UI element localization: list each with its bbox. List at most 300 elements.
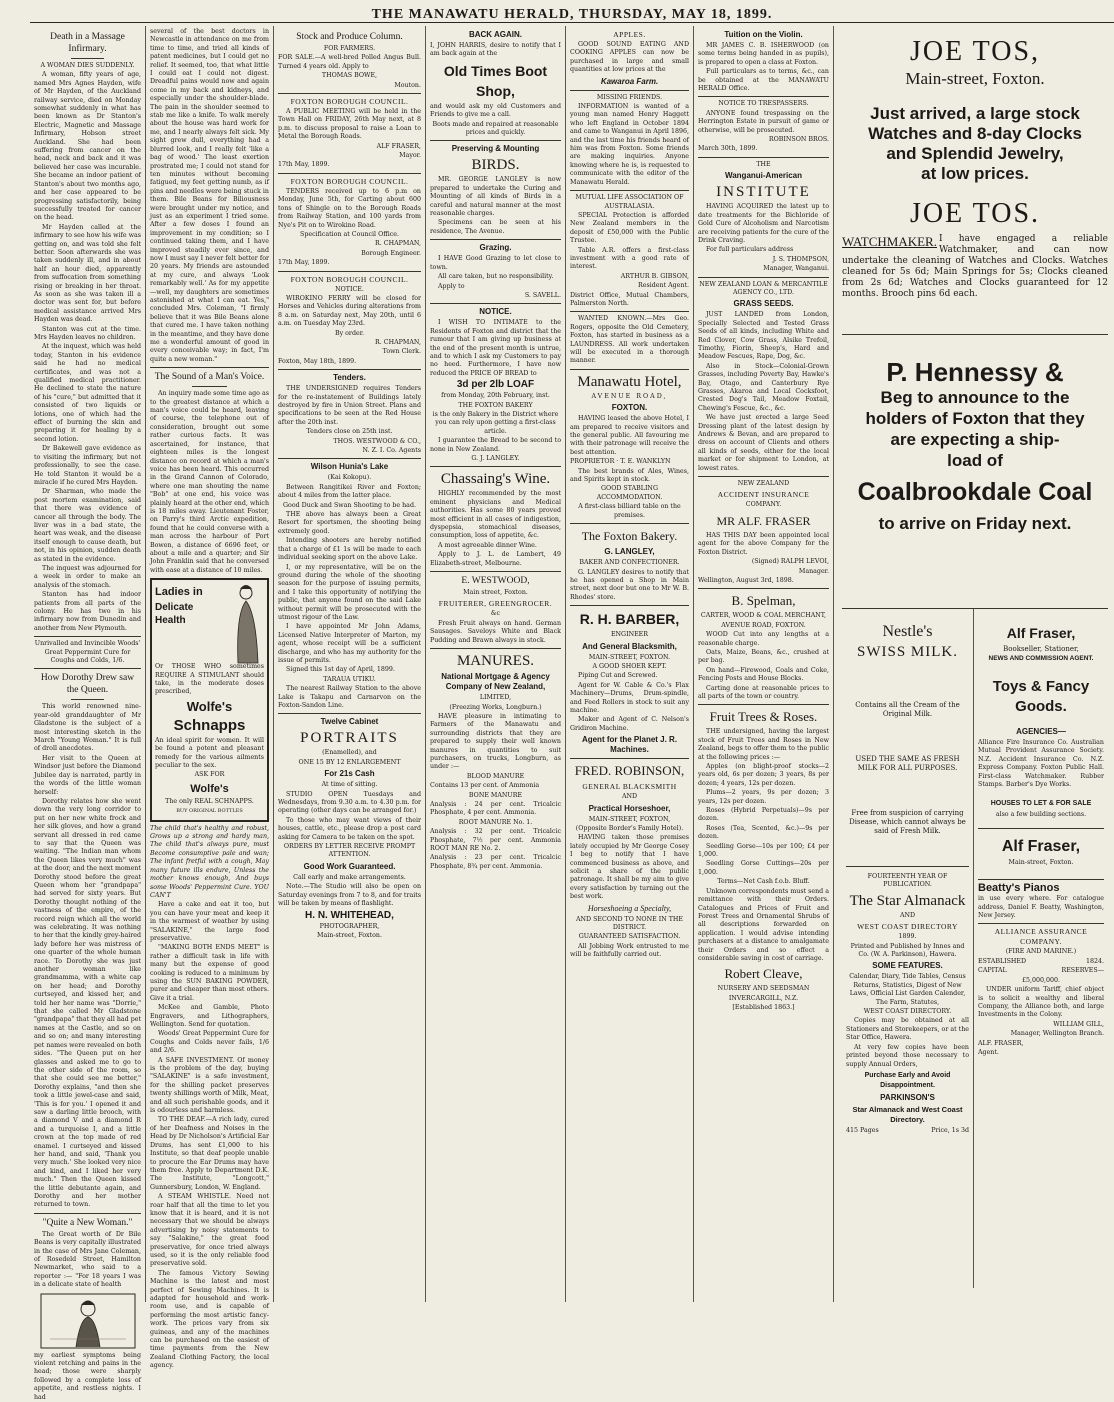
hennessy-line: Beg to announce to the (880, 388, 1070, 407)
joe-tos-title-2: JOE TOS. (909, 198, 1041, 229)
ad-title-health: Delicate Health (155, 602, 194, 627)
photographer-name: H. N. WHITEHEAD, (305, 909, 394, 921)
back-again-title: BACK AGAIN. (468, 30, 523, 39)
spelman-title: B. Spelman, (731, 593, 796, 609)
date: March 30th, 1899. (698, 145, 758, 153)
poem: The child that's healthy and robust, Grows up a strong and hardy man, The child that's always pure, must Become consumptive pale and wan; The infant fretful with a cough, May many future ills endure, Unless the mother knows enough, And buys some Woods' Peppermint Cure. YOU CAN'T (150, 824, 269, 899)
planet-agent: Agent for the Planet J. R. Machines. (581, 735, 678, 755)
ad-text: The nearest Railway Station to the above Lake is Takapu and Carnarvon on the Foxton-Sandon Line. (278, 685, 421, 709)
ad-text: I WISH TO INTIMATE to the Residents of Foxton and district that the rumour that I am giving up business at the end of the present month is untrue, and to which I ask my Customers to pay no heed. Furthermore, I have now reduced the PRICE OF BREAD to (430, 319, 561, 377)
article-paragraph: At the inquest, which was held today, Stanton in his evidence said he had no medical certificates, and was not a qualified medical practitioner. He declined to state the nature of his "cure," but admitted that it consisted of two liquids or lotions, one of which had the effect of burning the skin and preparing it for healing by a second lotion. (34, 343, 141, 443)
voice-title: The Sound of a Man's Voice. (154, 372, 265, 383)
ad-text: To those who may want views of their houses, cattle, etc., please drop a post card asking for Camera to be taken on the spot. (278, 816, 421, 841)
ad-text: NEWS AND COMMISSION AGENT. (988, 655, 1094, 662)
ad-text: NURSERY AND SEEDSMAN (717, 985, 810, 993)
signature: R. CHAPMAN, (375, 338, 421, 346)
signature: Mayor. (399, 152, 421, 160)
ad-text: HAVING taken those premises lately occupied by Mr George Cosey I beg to notify that I have commenced business as above, and solicit a share of the public patronage. It shall be my aim to give every satisfaction by turning out the best work. (570, 834, 689, 901)
ad-text: BONE MANURE (468, 791, 523, 799)
agencies-list: Alliance Fire Insurance Co. Australian Mutual Provident Assurance Society. N.Z. Accident Insurance Co. N.Z. Express Company. Foxton Public Hall. First-class Watchmaker. Rubber Stamps. Barber's Dye Works. (978, 739, 1104, 789)
ad-text: AND SECOND TO NONE IN THE DISTRICT. (576, 915, 683, 932)
joe-tos-line: Just arrived, a large stock (870, 104, 1080, 123)
stock-subtitle: FOR FARMERS. (323, 45, 376, 52)
ad-text: INFORMATION is wanted of a young man named Henry Haggett who left England in October 1894 and came to Wanganui in April 1896, and the last time his friends heard of him was from Foxton. Some friends are making inquiries. Anyone knowing where he is, is requested to communicate with the editor of the Manawatu Herald. (570, 103, 689, 186)
article-paragraph: Mr Hayden called at the infirmary to see how his wife was getting on, and was told she felt better. Soon afterwards she was taken suddenly ill, and in about half an hour died, apparently from suffocation from something rising or breaking in her throat. As soon as she was taken ill a doctor was sent for, but before medical assistance arrived Mrs Hayden was dead. (34, 223, 141, 324)
article-paragraph: Dr Sharman, who made the post mortem examination, said that there was evidence of cancer all through the body. The liver was in a bad state, the heart was weak, and the disease itself enough to cause death, but not, in his opinion, sudden death as stated in the evidence. (34, 488, 141, 563)
toys-fancy-goods: Toys & Fancy Goods. (992, 678, 1090, 715)
ad-text: Copies may be obtained at all Stationers and Storekeepers, or at the Star Office, Hawera. (846, 1017, 969, 1042)
ad-text: HAS THIS DAY been appointed local agent for the above Company for the Foxton District. (698, 531, 829, 556)
ad-text: The only REAL SCHNAPPS. (165, 797, 254, 805)
ad-text: Purchase Early and Avoid Disappointment. (864, 1071, 951, 1089)
article-paragraph: The inquest was adjourned for a week in order to make an analysis of the stomach. (34, 564, 141, 589)
article-paragraph: The Great worth of Dr Bile Beans is very capitally illustrated in the case of Mrs Jane Coleman, of Rosedeld Street, Hamilton Newmarket, who said to a reporter :— "For 18 years I was in a delicate state of health (34, 1230, 141, 1289)
signature: Manager, Wanganui. (763, 265, 829, 273)
ad-text: PROPRIETOR · T. E. WANKLYN (570, 458, 671, 466)
article-paragraph: A woman, fifty years of age, named Mrs Agnes Hayden, wife of Mr Hayden, of the Auckland railway service, died on Monday somewhat suddenly in what has been known as Dr Stanton's Electric, Magnetic and Massage Infirmary, Hobson street Auckland. She had been suffering from cancer on the head, neck and back and it was believed her case was incurable. She became an indoor patient of Stanton's about two months ago, and her case appeared to be progressing satisfactorily, being successfully treated for cancer on the head. (34, 71, 141, 222)
ad-text: STUDIO OPEN Tuesdays and Wednesdays, from 9.30 a.m. to 4.30 p.m. for operating (other days can be arranged for.) (278, 790, 421, 815)
star-pages: 415 Pages (846, 1126, 879, 1134)
ad-text: ORDERS BY LETTER RECEIVE PROMPT ATTENTION. (283, 843, 416, 859)
ad-text: A first-class billiard table on the premises. (578, 503, 681, 519)
alf-fraser-title: Alf Fraser, (1006, 625, 1076, 641)
lady-illustration (224, 583, 264, 663)
ad-text: WANTED KNOWN.—Mrs Geo. Rogers, opposite the Old Cemetery, Foxton, has started in business as a LAUNDRESS. All work undertaken will be executed in a thorough manner. (570, 315, 689, 365)
kawaroa-farm: Kawaroa Farm. (600, 76, 659, 86)
ad-text: BUY ORIGINAL BOTTLES (176, 808, 243, 815)
column-4 (426, 26, 566, 1302)
ad-text: BLOOD MANURE (466, 772, 525, 780)
article-paragraph: Dorothy relates how she went down the very long corridor to put on her new white frock and her silk gloves, and how a grand servant all dressed in red came to say that the Queen was waiting. "The Indian man whom the Queen likes very much" was at the door, and the next moment Dorothy stood before the great Queen whom her "grandpapa" had served for sixty years. But Dorothy thought nothing of the vastness of the empire, of the record reign which all the world was celebrating. It was nothing to her that the kindly grey-haired lady before her was mistress of one quarter of the whole human race. To Dorothy she was just another woman like grandmamma, with a white cap on her head; and Dorothy curtseyed, and kissed her, and told her her name was "Dorrie," that she called Mr Gladstone "grandpapa" that they all had pet names at the Castle, and so on and so on; and many interesting pet names were revealed on both sides. "The Queen put on her glasses and asked me to go to the other side of the room, so that she could see me better," Dorothy explains, "and then she took a little jewel-case and said, 'This is for you.' I opened it and saw a darling little brooch, with a diamond V and a diamond R and a turquoise I, and a little crown at the top made of red enamel. I curtseyed and kissed her hand, and said, 'Thank you very much.' She looked very nice and kind, and I liked her very much." Then the Queen kissed the little debutante again, and Dorothy and her mother returned to town. (34, 797, 141, 1209)
signature: (Signed) RALPH LEVOI, (751, 558, 829, 566)
ad-text: CAPITAL (978, 967, 1007, 975)
ad-text: BAKER AND CONFECTIONER. (579, 559, 680, 567)
ad-text: also a few building sections. (995, 811, 1087, 819)
hotel-title: Manawatu Hotel, (577, 373, 682, 390)
ad-text: (Freezing Works, Longburn.) (449, 703, 542, 711)
signature: ARTHUR B. GIBSON, (620, 272, 689, 280)
ad-text: MAIN-STREET, FOXTON. (588, 653, 671, 661)
ad-text: On hand—Firewood, Coals and Coke, Fencing Posts and House Blocks. (698, 666, 829, 683)
ad-text: and would ask my old Customers and Friends to give me a call. (430, 102, 561, 119)
ad-text: HAVING leased the above Hotel, I am prepared to receive visitors and the general public. All favouring me with their patronage will receive the best attention. (570, 415, 689, 456)
ad-text: GOOD SOUND EATING AND COOKING APPLES can now be purchased in large and small quantities at low prices at the (570, 41, 689, 74)
ad-text: is the only Bakery in the District where you can rely upon getting a first-class article. (432, 410, 559, 435)
notice-title: NOTICE. (479, 307, 512, 317)
violin-title: Tuition on the Violin. (724, 30, 803, 39)
ad-title-ladies: Ladies in (155, 586, 203, 599)
barber-title: R. H. BARBER, (579, 611, 680, 628)
watchmaker-text: I have engaged a reliable Watchmaker, and can now undertake the cleaning of Watches and Clocks. Watches cleaned for 5s 6d; Main Springs for 5s; Clocks cleaned from 2s 6d; Watches and Clocks guaranteed for 12 months. Brooch pins 6d each. (842, 234, 1108, 299)
portraits-guarantee: Good Work Guaranteed. (303, 861, 396, 871)
boot-shop-title: Old Times Boot Shop, (443, 62, 548, 99)
barber-sub: And General Blacksmith, (582, 641, 677, 651)
institute-title: INSTITUTE (716, 184, 811, 201)
ad-text: HAVING ACQUIRED the latest up to date treatments for the Bichloride of Gold Cure of Alcoholism and Narcotism are receiving patients for the cure of the Drink Craving. (698, 203, 829, 244)
ad-text: Main-street, Foxton. (317, 931, 382, 939)
ad-text: I, JOHN HARRIS, desire to notify that I am back again at the (430, 42, 561, 58)
article-paragraph: several of the best doctors in Newcastle in attendance on me from time to time, and tried all kinds of patent medicines, but I could get no relief. It seemed, too, that what little I could eat I could not digest. Dreadful pains would now and again come in my back and kidneys, and especially under the shoulder-blade. The pain in the shoulder seemed to stab me like a knife. To walk merely about the house was hard work for me, and I nearly always felt sick. My sight grew dull, everything had a blurred look, and I really felt 'like a bag of wood.' The least exertion prostrated me; I could not stand for ten minutes without becoming fatigued, my feet getting numb, as if pins and needles were being stuck in them. Bile Beans for Biliousness were brought under my notice, and just as an experiment I tried some. After a few doses I found an improvement in my condition; so I continued taking them, and I have improved steadily ever since, and now I must say I never felt better for 20 years. My friends are astounded at my cure, and always 'Look remarkably well.' As for my appetite—well, my daughters are sometimes astonished at what I can eat. Yes," concluded Mrs. Coleman, "I firmly believe that it was Bile Beans alone that cured me. I have taken nothing in the meantime, and they have done me a wonderful amount of good in every conceivable way; in fact, I'm quite a new woman." (150, 28, 269, 363)
signature: Agent. (978, 1048, 999, 1056)
ad-text: Table A.R. offers a first-class investment with a good rate of interest. (570, 246, 689, 271)
ad-text: G. LANGLEY desires to notify that he has opened a Shop in Main street, next door but one to Mr W. B. Rhodes' store. (570, 568, 689, 601)
portraits-title: PORTRAITS (300, 730, 399, 747)
misc-paragraph: The famous Victory Sewing Machine is the latest and most perfect of Sewing Machines. It is adapted for household and work-room use, and is capable of performing the most artistic fancy-work. The prices vary from six guineas, and any of the machines can be purchased on the easiest of time payments from the New Zealand Clothing Factory, the local agency. (150, 1269, 269, 1370)
signature: Mouton. (394, 81, 421, 89)
joe-tos-line: at low prices. (921, 164, 1029, 183)
swiss-milk-title: SWISS MILK. (856, 644, 958, 660)
ad-text: from Monday, 20th February, inst. (441, 392, 550, 400)
ad-text: HAVE pleasure in intimating to Farmers of the Manawatu and surrounding districts that they are prepared to supply their well known manures in quantities to suit purchasers, on trucks, Longburn, as under :— (430, 712, 561, 771)
robinson-role: GENERAL BLACKSMITH (582, 782, 677, 792)
ad-text: GUARANTEED SATISFACTION. (578, 933, 681, 941)
watchmaker-label: WATCHMAKER. (842, 234, 937, 249)
ad-text: I, or my representative, will be on the ground during the whole of the shooting season for the purpose of issuing permits, and I take this opportunity of notifying the public, that anyone found on the said Lake without permit will be prosecuted with the utmost rigour of the Law. (278, 563, 421, 621)
article-paragraph: Dr Bakewell gave evidence as to visiting the infirmary, but not professionally, to see the case. He told Stanton it would be a miracle if he cured Mrs Hayden. (34, 445, 141, 486)
ad-text: An ideal spirit for women. It will be found a potent and pleasant remedy for the various ailments peculiar to the sex. (155, 736, 264, 770)
misc-paragraph: A SAFE INVESTMENT. Of money is the problem of the day, buying "SALAKINE" is a safe investment, for the shilling packet preserves twenty shillings worth of Milk, Meat, and all such perishable goods, and it is odourless and harmless. (150, 1056, 269, 1115)
article-paragraph: Stanton has had indoor patients from all parts of the colony. He has two in his infirmary now from Dunedin and another from New Plymouth. (34, 591, 141, 632)
ad-text: INVERCARGILL, N.Z. (728, 994, 799, 1002)
ad-text: Between Rangitikei River and Foxton; about 4 miles from the latter place. (278, 483, 421, 500)
nzl-title: NEW ZEALAND LOAN & MERCANTILE AGENCY CO., LTD. (699, 280, 828, 296)
horseshoer-title: Practical Horseshoer, (588, 803, 671, 813)
signature: Manager. (798, 567, 829, 575)
woods-note: Unrivalled and Invincible Woods' Great Peppermint Cure for Coughs and Colds, 1/6. (34, 640, 141, 665)
ad-text: Bookseller, Stationer, (1003, 645, 1079, 653)
woman-illustration (40, 1293, 136, 1349)
borough-title: FOXTON BOROUGH COUNCIL. (290, 176, 409, 186)
ad-ask: ASK FOR (194, 771, 225, 779)
ad-text: THE (756, 160, 771, 168)
ad-text: MR. GEORGE LANGLEY is now prepared to undertake the Curing and Mounting of all kinds of Birds in a careful and natural manner at the most reasonable charges. (430, 176, 561, 218)
horseshoeing-specialty: Horseshoeing a Specialty, (587, 903, 672, 913)
misc-paragraph: Woods' Great Peppermint Cure for Coughs and Colds never fails, 1/6 and 2/6. (150, 1030, 269, 1055)
grazing-title: Grazing. (479, 243, 512, 253)
signature: N. Z. I. Co. Agents (362, 447, 421, 455)
ad-text: All Jobbing Work entrusted to me will be faithfully carried out. (570, 942, 689, 959)
lower-ads-area (842, 608, 1108, 1288)
ad-text: USED THE SAME AS FRESH MILK FOR ALL PURPOSES. (855, 755, 960, 772)
houses-to-let: HOUSES TO LET & FOR SALE (990, 800, 1092, 808)
bread-price: 3d per 2lb LOAF (456, 379, 535, 391)
wine-title: Chassaing's Wine. (440, 471, 551, 488)
ad-text: COMPANY. (745, 501, 782, 509)
ad-text: in use every where. For catalogue address, Daniel F. Beatty, Washington, New Jersey. (978, 895, 1104, 920)
ad-text: A PUBLIC MEETING will be held in the Town Hall on FRIDAY, 26th May next, at 8 p.m. to discuss proposal to raise a Loan to Metal the Borough Roads. (278, 108, 421, 141)
date: 17th May, 1899. (278, 161, 330, 169)
ad-text: A most agreeable dinner Wine. (438, 541, 537, 549)
ad-text: Analysis : 23 per cent. Tricalcic Phosphate, 8¾ per cent. Ammonia. (430, 854, 561, 870)
ad-text: Specification at Council Office. (300, 230, 399, 238)
article-paragraph: my earliest symptoms being violent retching and pains in the head; those were sharply followed by a complete loss of appetite, and restless nights. I had (34, 1351, 141, 1401)
cleave-title: Robert Cleave, (724, 966, 803, 982)
mutual-title: MUTUAL LIFE ASSOCIATION OF AUSTRALASIA. (575, 194, 684, 210)
ad-text: UNDER uniform Tariff, chief object is to solicit a wealthy and liberal Company, the Alliance both, and large Investments in the Colony. (978, 986, 1104, 1019)
ad-text: I have appointed Mr John Adams, Licensed Native Interpreter of Marton, my agent, whose receipt will be a sufficient discharge, and who has my authority for the issue of permits. (278, 623, 421, 664)
ad-text: Signed this 1st day of April, 1899. (286, 666, 395, 674)
nestle-title: Nestle's (882, 623, 933, 640)
ad-text: Specimens can be seen at his residence, The Avenue. (430, 219, 561, 235)
ad-text: Also in Stock—Colonial-Grown Grasses, including Poverty Bay, Hawke's Bay, Otago, and Canterbury Rye Grasses, Akaroa and Local Cocksfoot, Crested Dog's Tail, Meadow Foxtail, Chewing's Fescue, &c., &c. (698, 362, 829, 412)
signature: THOMAS BOWE, (321, 72, 378, 80)
joe-tos-address: Main-street, Foxton. (905, 69, 1045, 88)
borough-title: FOXTON BOROUGH COUNCIL. (290, 97, 409, 107)
ad-text: Main street, Foxton. (463, 589, 528, 597)
alliance-title: ALLIANCE ASSURANCE COMPANY. (994, 927, 1088, 947)
fruit-trees-title: Fruit Trees & Roses. (709, 709, 818, 725)
ad-text: JUST LANDED from London, Specially Selected and Tested Grass Seeds of all kinds, including White and Red Clover, Cow Grass, Alsike Trefoil, Timothy, Fiorin, Sheep's, Hard and Meadow Fescues, Rape, Dog, &c. (698, 311, 829, 361)
column-2 (146, 26, 274, 1370)
portraits-price: For 21s Cash (324, 769, 375, 779)
alf-fraser-title-2: Alf Fraser, (1001, 837, 1081, 855)
ad-text: AND (621, 793, 638, 801)
ad-text: Agent for W. Cable & Co.'s Flax Machinery—Drums, Drum-spindle, and Feed Rollers in stock to suit any machine. (570, 681, 689, 714)
lake-title: Wilson Hunia's Lake (310, 462, 389, 472)
birds-title: BIRDS. (471, 157, 520, 174)
ad-text: Seedling Gorse Cuttings—20s per 1,000. (698, 860, 829, 876)
ad-text: Main-street, Foxton. (1008, 858, 1074, 866)
ad-text: Full particulars as to terms, &c., can be obtained at the MANAWATU HERALD Office. (698, 68, 829, 93)
signature: G. J. LANGLEY. (471, 455, 520, 462)
ad-text: AND (899, 911, 916, 919)
institute-header: Wanganui-American (724, 171, 803, 181)
birds-header: Preserving & Mounting (451, 144, 540, 154)
portraits-header: Twelve Cabinet (320, 717, 379, 727)
ad-text: (Enamelled), and (322, 749, 377, 757)
ad-text: LIMITED, (479, 694, 512, 702)
ad-text: THE UNDERSIGNED requires Tenders for the re-instatement of Buildings lately destroyed by fire in Union Street. Plans and specifications to be seen at the Red House after the 20th inst. (278, 385, 421, 426)
ad-text: THE undersigned, having the largest stock of Fruit Trees and Roses in New Zealand, begs to offer them to the public at the following prices :— (698, 728, 829, 761)
ad-text: (FIRE AND MARINE.) (1005, 948, 1077, 956)
ad-text: Plums—2 years, 9s per dozen; 3 years, 12s per dozen. (698, 789, 829, 805)
ad-text: [Established 1863.] (732, 1004, 795, 1012)
date: 17th May, 1899. (278, 259, 330, 267)
nestle-ad (842, 609, 974, 1288)
ad-text: ONE 15 BY 12 ENLARGEMENT (298, 758, 401, 766)
ad-text: Carting done at reasonable prices to all parts of the town or country. (698, 684, 829, 700)
ad-text: RESERVES— (1061, 967, 1104, 975)
ad-text: The best brands of Ales, Wines, and Spirits kept in stock. (570, 467, 689, 484)
ad-text: Boots made and repaired at reasonable prices and quickly. (432, 120, 559, 137)
ad-text: We have just erected a large Seed Dressing plant of the latest design by Andrews & Bevan, and are prepared to dress on account of Clients and others all kinds of seeds, either for the local market or for shipment to London, at lowest rates. (698, 414, 829, 472)
coal-title: Coalbrookdale Coal (857, 478, 1093, 506)
missing-title: MISSING FRIENDS. (596, 93, 663, 101)
ad-text: ESTABLISHED (978, 957, 1027, 965)
ad-text: £5,000,000. (1021, 976, 1061, 984)
ad-text: Contains 13 per cent. of Ammonia (430, 782, 540, 790)
hennessy-line: are expecting a ship- (890, 430, 1060, 449)
ad-text: MR JAMES C. B. ISHERWOOD (on some terms being handed in as pupils), is prepared to open a class at Foxton. (698, 42, 829, 66)
ad-text: &c (490, 610, 501, 618)
ad-text: Analysis : 32 per cent. Tricalcic Phosphate, 7½ per cent. Ammonia ROOT MAN RE No. 2. (430, 828, 561, 852)
signature: Manager, Wellington Branch. (1010, 1030, 1104, 1038)
stock-title: Stock and Produce Column. (296, 32, 403, 42)
ad-text: WEST COAST DIRECTORY. (863, 1008, 952, 1016)
ad-brand-schnapps: Schnapps (173, 716, 246, 734)
ad-text: TENDERS received up to 6 p.m on Monday, June 5th, for Carting about 600 tons of Shingle on to the Borough Roads from Railway Station, and 100 yards from Nye's Pit on to Wirokino Road. (278, 187, 421, 229)
article-paragraph: Stanton was cut at the time. Mrs Hayden leaves no children. (34, 325, 141, 341)
ad-text: MAIN-STREET, FOXTON, (588, 815, 671, 823)
ad-text: Calendar, Diary, Tide Tables, Census Returns, Statistics, Digest of New Laws, Official List Garden Calender, The Farm, Statutes, (849, 973, 966, 1006)
article-paragraph: This world renowned nine-year-old granddaughter of Mr Gladstone is the subject of a most interesting sketch in the March "Young Woman." It is full of droll anecdotes. (34, 703, 141, 753)
article-paragraph: An inquiry made some time ago as to the greatest distance at which a man's voice could be heard, leaving of course, the telephone out of consideration, brought out some rather curious facts. It was ascertained, for instance, that eighteen miles is the longest distance on record at which a man's voice has been heard. This occurred in the Grand Cannon of Colorado, where one man shouting the name "Bob" at one end, his voice was plainly heard at the other end, which is 18 miles away. Lieutenant Foster, on Parry's third Arctic expedition, found that he could converse with a man across the harbour of Port Bowen, a distance of 6696 feet, or about a mile and a quarter; and Sir John Franklin said that he conversed with ease at a distance of 10 miles. (150, 390, 269, 574)
bakery-name: G. LANGLEY, (604, 547, 655, 557)
date: Wellington, August 3rd, 1898. (698, 576, 794, 584)
hennessy-title: P. Hennessy & (886, 357, 1064, 387)
massage-subtitle: A WOMAN DIES SUDDENLY. (40, 62, 135, 69)
ad-text: Good Duck and Swan Shooting to be had. (283, 501, 416, 509)
new-woman-title: "Quite a New Woman." (42, 1217, 133, 1228)
ad-text: NEW ZEALAND (737, 480, 790, 488)
manures-company: National Mortgage & Agency Company of New Zealand, (441, 672, 550, 692)
signature: TARAUA UTIKU. (323, 675, 376, 683)
dorothy-title: How Dorothy Drew saw the Queen. (40, 673, 135, 696)
ad-text: Apples (on blight-proof stocks—2 years old, 6s per dozen; 3 years, 8s per dozen; 4 years, 12s per dozen. (698, 763, 829, 787)
ad-text: All care taken, but no responsibility. (438, 273, 554, 281)
westwood-trade: FRUITERER, GREENGROCER. (438, 599, 553, 609)
joe-tos-title: JOE TOS, (909, 36, 1041, 67)
star-price: Price, 1s 3d (931, 1126, 969, 1134)
signature: Resident Agent. (638, 282, 689, 290)
ad-text: ROOT MANURE No. 1. (458, 818, 533, 826)
ad-text: I HAVE Good Grazing to let close to town. (430, 255, 561, 271)
column-6 (694, 26, 834, 1302)
trespass-title: NOTICE TO TRESPASSERS. (718, 100, 809, 108)
signature: ROBINSON BROS. (768, 136, 829, 144)
agencies-label: AGENCIES— (1016, 727, 1066, 736)
ad-text: (Opposite Border's Family Hotel). (575, 825, 684, 832)
column-5 (566, 26, 694, 1302)
ad-text: HIGHLY recommended by the most eminent physicians and Medical authorities. Has some 80 years proved most efficient in all cases of indigestion, dyspepsia, stomachical diseases, consumption, loss of appetite, &c. (430, 490, 561, 540)
ad-text: GOOD STABLING ACCOMMODATION. (596, 485, 663, 501)
hotel-town: FOXTON. (611, 403, 648, 413)
ad-text: FOR SALE.—A well-bred Polled Angus Bull. Turned 4 years old. Apply to (278, 54, 421, 70)
apples-title: APPLES. (613, 30, 646, 39)
star-features: SOME FEATURES. (872, 961, 943, 971)
ad-text: District Office, Mutual Chambers, Palmerston North. (570, 291, 689, 307)
ad-text: WIROKINO FERRY will be closed for Horses and Vehicles during alterations from 8 a.m. on Saturday next, May 20th, until 6 a.m. on Tuesday May 23rd. (278, 294, 421, 328)
ad-text: THE FOXTON BAKERY (458, 401, 533, 409)
ad-text: Star Almanack and West Coast Directory. (852, 1104, 963, 1124)
fraser-agent-title: MR ALF. FRASER (716, 513, 811, 528)
ad-text: 1824. (1085, 957, 1104, 965)
borough-title: FOXTON BOROUGH COUNCIL. (290, 274, 409, 284)
notice-label: NOTICE. (335, 285, 364, 293)
ad-text: 1899. (898, 933, 917, 941)
signature: Borough Engineer. (361, 249, 421, 257)
westwood-name: E. WESTWOOD, (461, 576, 530, 587)
grass-title: GRASS SEEDS. (733, 299, 794, 309)
accident-insurance-title: ACCIDENT INSURANCE (717, 490, 810, 500)
ad-text: Apply to (438, 282, 465, 290)
ad-text: Unknown correspondents must send a remittance with their Orders. Catalogues and Prices of Fruit and Forest Trees and Ornamental Shrubs of all descriptions forwarded on application. I would advise intending purchasers at a distance to amalgamate their Orders and so effect a considerable saving in cost of carriage. (698, 887, 829, 962)
date: Foxton, May 18th, 1899. (278, 357, 357, 365)
ad-text: AVENUE ROAD, FOXTON. (721, 621, 806, 629)
beatty-title: Beatty's Pianos (978, 882, 1060, 895)
ad-text: At time of sitting. (321, 781, 378, 789)
misc-paragraph: A STEAM WHISTLE. Need not roar half that all the time to let you know that it is heard, and it is not necessary that we should be always advertising by noisy statements to say "Salakine," the great food preservative, for once tried always used, so it is the only reliable food preservative sold. (150, 1193, 269, 1268)
signature: J. S. THOMPSON, (772, 255, 829, 263)
misc-paragraph: "MAKING BOTH ENDS MEET" is rather a difficult task in life with many but the expense of good cooking is reduced to a minimum by using the SUN BAKING POWDER, purer and cheaper than most others. Give it a trial. (150, 944, 269, 1002)
ad-text: Seedling Gorse—10s per 100; £4 per 1,000. (698, 842, 829, 859)
bakery-title: The Foxton Bakery. (581, 529, 678, 544)
signature: WILLIAM GILL, (1053, 1020, 1104, 1028)
ad-text: Terms—Net Cash f.o.b. Bluff. (717, 878, 810, 886)
ad-text: THE above has always been a Great Resort for sportsmen, the shooting being extremely good. (278, 511, 421, 535)
ad-text: Tenders close on 25th inst. (306, 428, 393, 436)
ad-text: Free from suspicion of carrying Disease, which cannot always be said of Fresh Milk. (849, 809, 966, 835)
star-directory: WEST COAST DIRECTORY (857, 922, 958, 932)
hennessy-line: load of (947, 451, 1003, 470)
ad-text: Roses (Hybrid Perpetuals)—9s per dozen. (698, 807, 829, 823)
column-3 (274, 26, 426, 1302)
ad-text: Contains all the Cream of the Original Milk. (855, 701, 960, 718)
ad-text: A GOOD SHOER KEPT. (592, 662, 667, 670)
ad-text: Roses (Tea, Scented, &c.)—9s per dozen. (698, 824, 829, 841)
misc-paragraph: McKee and Gamble, Photo Engravers, and Lithographers, Wellington. Send for quotation. (150, 1004, 269, 1028)
ad-text: WOOD Cut into any lengths at a reasonable charge. (698, 631, 829, 647)
ad-text: AVENUE ROAD, (591, 392, 668, 400)
ad-text: Fresh Fruit always on hand. German Sausages. Saveloys White and Black Pudding and Brawn always in stock. (430, 619, 561, 644)
lake-subtitle: (Kai Kokopu). (327, 474, 372, 482)
joe-tos-line: and Splendid Jewelry, (886, 144, 1064, 163)
ad-text: Analysis : 24 per cent. Tricalcic Phosphate, 4 per cent. Ammonia. (430, 800, 561, 817)
ad-text: Apply to J. L. de Lambert, 49 Elizabeth-street, Melbourne. (430, 551, 561, 567)
ad-text: Call early and make arrangements. (293, 873, 406, 881)
ad-text: Maker and Agent of C. Nelson's Gridiron Machine. (570, 716, 689, 732)
ad-brand: Wolfe's (190, 782, 229, 795)
ad-text: Piping Cut and Screwed. (578, 672, 658, 680)
ad-text: Oats, Maize, Beans, &c., crushed at per bag. (698, 648, 829, 665)
masthead-title: THE MANAWATU HERALD, THURSDAY, MAY 18, 1899. (371, 7, 773, 22)
ad-text: Or THOSE WHO sometimes REQUIRE A STIMULANT should take, in the moderate doses prescribed, (155, 663, 264, 696)
column-1 (30, 26, 146, 1401)
signature: ALF FRASER, (376, 142, 421, 150)
manures-title: MANURES. (456, 653, 535, 670)
hennessy-line: to arrive on Friday next. (878, 514, 1072, 533)
star-title: The Star Almanack (849, 892, 966, 909)
signature: S. SAVELL. (524, 291, 561, 299)
parkinsons: PARKINSON'S (880, 1092, 935, 1102)
ad-brand: Wolfe's (186, 698, 233, 714)
star-year: FOURTEENTH YEAR OF PUBLICATION. (867, 873, 948, 889)
ad-text: I guarantee the Bread to be second to none in New Zealand. (430, 437, 561, 453)
ad-text: For full particulars address (706, 246, 794, 254)
ad-text: ANYONE found trespassing on the Herrington Estate in pursuit of game or otherwise, will be prosecuted. (698, 109, 829, 134)
hennessy-line: holders of Foxton that they (865, 409, 1085, 428)
ad-text: PHOTOGRAPHER, (319, 922, 380, 930)
ad-text: By order. (334, 329, 365, 337)
joe-tos-line: Watches and 8-day Clocks (868, 124, 1082, 143)
ad-text: ENGINEER (610, 631, 649, 639)
ad-text: Intending shooters are hereby notified that a charge of £1 1s will be made to each individual seeking sport on the above Lake. (278, 537, 421, 562)
ad-text: At very few copies have been printed beyond those necessary to supply Annual Orders, (846, 1043, 969, 1068)
fraser-ad (974, 609, 1108, 1288)
misc-paragraph: Have a cake and eat it too, but you can have your meat and keep it in the warmest of weather by using "SALAKINE," the large food preservative. (150, 901, 269, 942)
article-paragraph: Her visit to the Queen at Windsor just before the Diamond Jubilee day is narrated, partly in the words of the little woman herself: (34, 754, 141, 796)
column-7 (834, 26, 1114, 1302)
ad-text: Note.—The Studio will also be open on Saturday evenings from 7 to 8, and for traits will be taken by means of flashlight. (278, 883, 421, 908)
schnapps-ad (150, 578, 269, 821)
signature: THOS. WESTWOOD & CO., (333, 437, 421, 445)
signature: Town Clerk. (382, 348, 421, 356)
signature: ALF. FRASER, (978, 1039, 1024, 1047)
misc-paragraph: TO THE DEAF.—A rich lady, cured of her Deafness and Noises in the Head by Dr Nicholson's Artificial Ear Drums, has sent £1,000 to his Institute, so that deaf people unable to procure the Ear Drums may have them free. Apply to Department D.K. The Institute, "Longcott," Gunnersbury, London, W. England. (150, 1116, 269, 1191)
ad-text: Printed and Published by Innes and Co. (W. A. Parkinson), Hawera. (850, 942, 965, 959)
ad-text: SPECIAL Protection is afforded New Zealand members in the deposit of £50,000 with the Public Trustee. (570, 211, 689, 245)
tenders-title: Tenders. (333, 373, 366, 383)
